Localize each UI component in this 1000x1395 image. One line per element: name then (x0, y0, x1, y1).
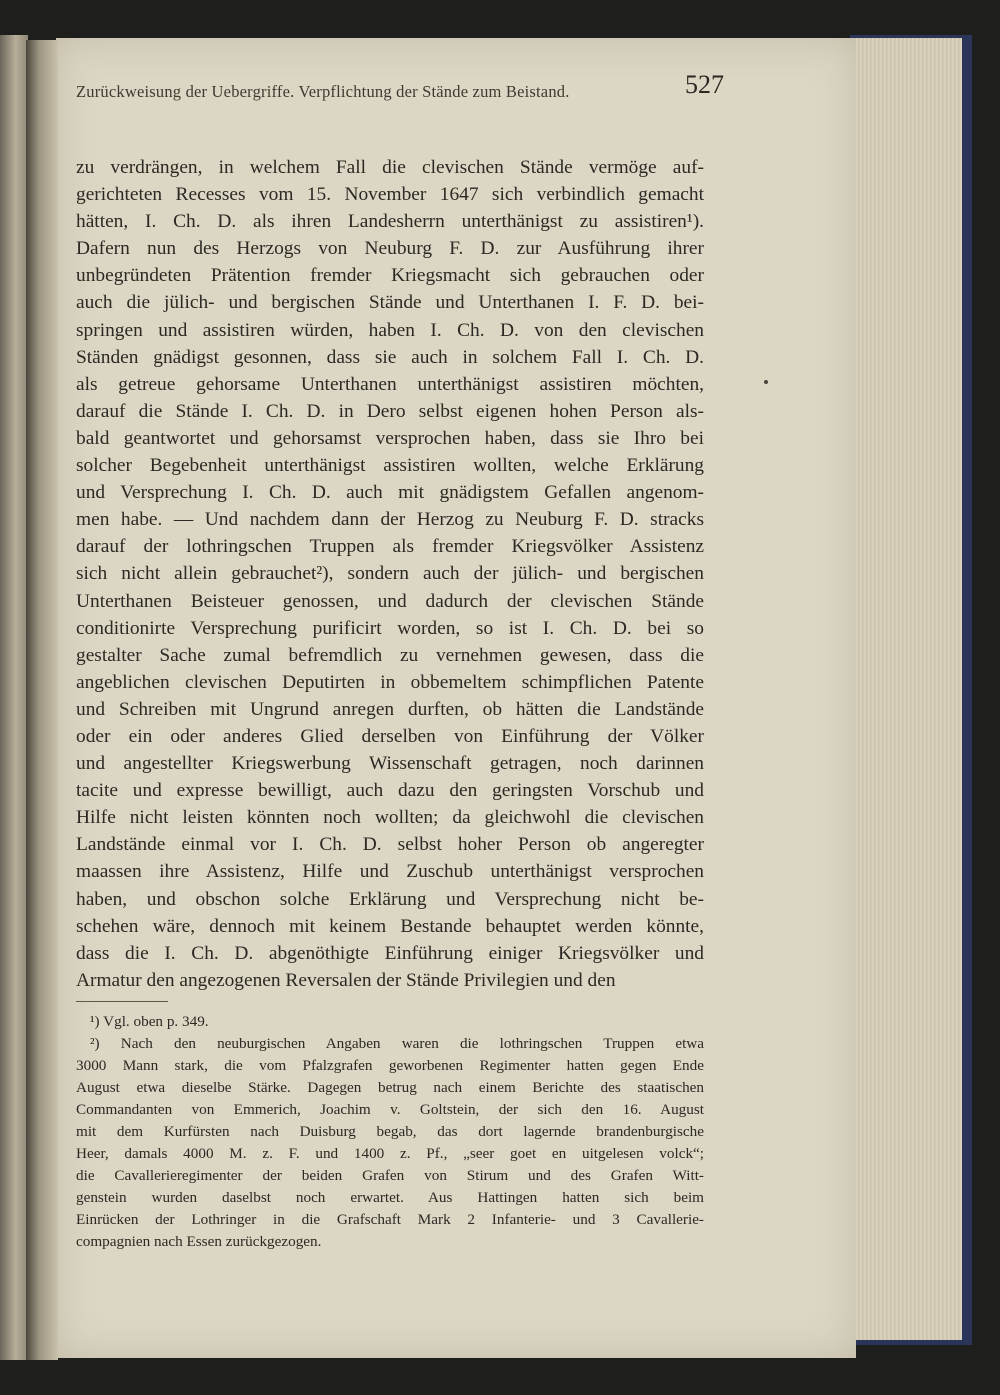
page-header (76, 70, 724, 110)
footnote-rule (76, 1001, 168, 1002)
text-line: gestalter Sache zumal befremdlich zu vernehmen gewesen, dass die (76, 644, 704, 666)
text-line: Unterthanen Beisteuer genossen, und dadurch der clevischen Stände (76, 590, 704, 612)
text-line: auch die jülich- und bergischen Stände und Unterthanen I. F. D. bei- (76, 292, 704, 314)
text-line: Dafern nun des Herzogs von Neuburg F. D. zur Ausführung ihrer (76, 238, 704, 260)
margin-mark (764, 380, 768, 384)
previous-page-edge (0, 35, 28, 1360)
text-line: Hilfe nicht leisten könnten noch wollten; da gleichwohl die clevischen (76, 807, 704, 829)
text-line: sich nicht allein gebrauchet²), sondern auch der jülich- und bergischen (76, 563, 704, 585)
footnotes (76, 1011, 704, 1253)
text-line: hätten, I. Ch. D. als ihren Landesherrn unterthänigst zu assistiren¹). (76, 211, 704, 233)
page-stack-edge (852, 38, 962, 1340)
text-line: maassen ihre Assistenz, Hilfe und Zuschub unterthänigst versprochen (76, 861, 704, 883)
footnote-line: ²) Nach den neuburgischen Angaben waren die lothringschen Truppen etwa (90, 1035, 704, 1052)
footnote-line: genstein wurden daselbst noch erwartet. Aus Hattingen hatten sich beim (76, 1189, 704, 1206)
footnote-line: die Cavallerieregimenter der beiden Grafen von Stirum und des Grafen Witt- (76, 1167, 704, 1184)
footnote-line: Heer, damals 4000 M. z. F. und 1400 z. Pf., „seer goet en uitgelesen volck“; (76, 1145, 704, 1162)
text-line: bald geantwortet und gehorsamst versprochen haben, dass sie Ihro bei (76, 427, 704, 449)
body-text (76, 154, 704, 994)
footnote-line: August etwa dieselbe Stärke. Dagegen betrug nach einem Berichte des staatischen (76, 1079, 704, 1096)
footnote-line: Einrücken der Lothringer in die Grafschaft Mark 2 Infanterie- und 3 Cavallerie- (76, 1211, 704, 1228)
text-line: tacite und expresse bewilligt, auch dazu den geringsten Vorschub und (76, 780, 704, 802)
footnote-line: ¹) Vgl. oben p. 349. (90, 1013, 209, 1030)
text-line: unbegründeten Prätention fremder Kriegsmacht sich gebrauchen oder (76, 265, 704, 287)
footnote-line: 3000 Mann stark, die vom Pfalzgrafen geworbenen Regimenter hatten gegen Ende (76, 1057, 704, 1074)
footnote-line: compagnien nach Essen zurückgezogen. (76, 1233, 322, 1250)
book-gutter (26, 40, 58, 1360)
text-line: dass die I. Ch. D. abgenöthigte Einführung einiger Kriegsvölker und (76, 942, 704, 964)
text-line: haben, und obschon solche Erklärung und Versprechung nicht be- (76, 888, 704, 910)
footnote-line: Commandanten von Emmerich, Joachim v. Goltstein, der sich den 16. August (76, 1101, 704, 1118)
text-line: darauf die Stände I. Ch. D. in Dero selbst eigenen hohen Person als- (76, 400, 704, 422)
page-number: 527 (685, 70, 724, 99)
text-line: Armatur den angezogenen Reversalen der Stände Privilegien und den (76, 969, 616, 991)
text-line: Ständen gnädigst gesonnen, dass sie auch in solchem Fall I. Ch. D. (76, 346, 704, 368)
text-line: und Schreiben mit Ungrund anregen durften, ob hätten die Landstände (76, 698, 704, 720)
text-line: solcher Begebenheit unterthänigst assistiren wollten, welche Erklärung (76, 455, 704, 477)
text-line: als getreue gehorsame Unterthanen unterthänigst assistiren möchten, (76, 373, 704, 395)
text-line: darauf der lothringschen Truppen als fremder Kriegsvölker Assistenz (76, 536, 704, 558)
text-line: und Versprechung I. Ch. D. auch mit gnädigstem Gefallen angenom- (76, 482, 704, 504)
text-line: Landstände einmal vor I. Ch. D. selbst hoher Person ob angeregter (76, 834, 704, 856)
text-line: und angestellter Kriegswerbung Wissenschaft getragen, noch darinnen (76, 753, 704, 775)
text-line: zu verdrängen, in welchem Fall die clevischen Stände vermöge auf- (76, 157, 704, 178)
text-line: springen und assistiren würden, haben I. Ch. D. von den clevischen (76, 319, 704, 341)
text-line: conditionirte Versprechung purificirt worden, so ist I. Ch. D. bei so (76, 617, 704, 639)
text-line: men habe. — Und nachdem dann der Herzog zu Neuburg F. D. stracks (76, 509, 704, 531)
text-line: angeblichen clevischen Deputirten in obbemeltem schimpflichen Patente (76, 671, 704, 693)
running-head: Zurückweisung der Uebergriffe. Verpflichtung der Stände zum Beistand. (76, 82, 570, 101)
text-line: gerichteten Recesses vom 15. November 1647 sich verbindlich gemacht (76, 184, 704, 206)
text-line: oder ein oder anderes Glied derselben von Einführung der Völker (76, 725, 704, 747)
text-line: schehen wäre, dennoch mit keinem Bestande behauptet werden könnte, (76, 915, 704, 937)
footnote-line: mit dem Kurfürsten nach Duisburg begab, das dort lagernde brandenburgische (76, 1123, 704, 1140)
